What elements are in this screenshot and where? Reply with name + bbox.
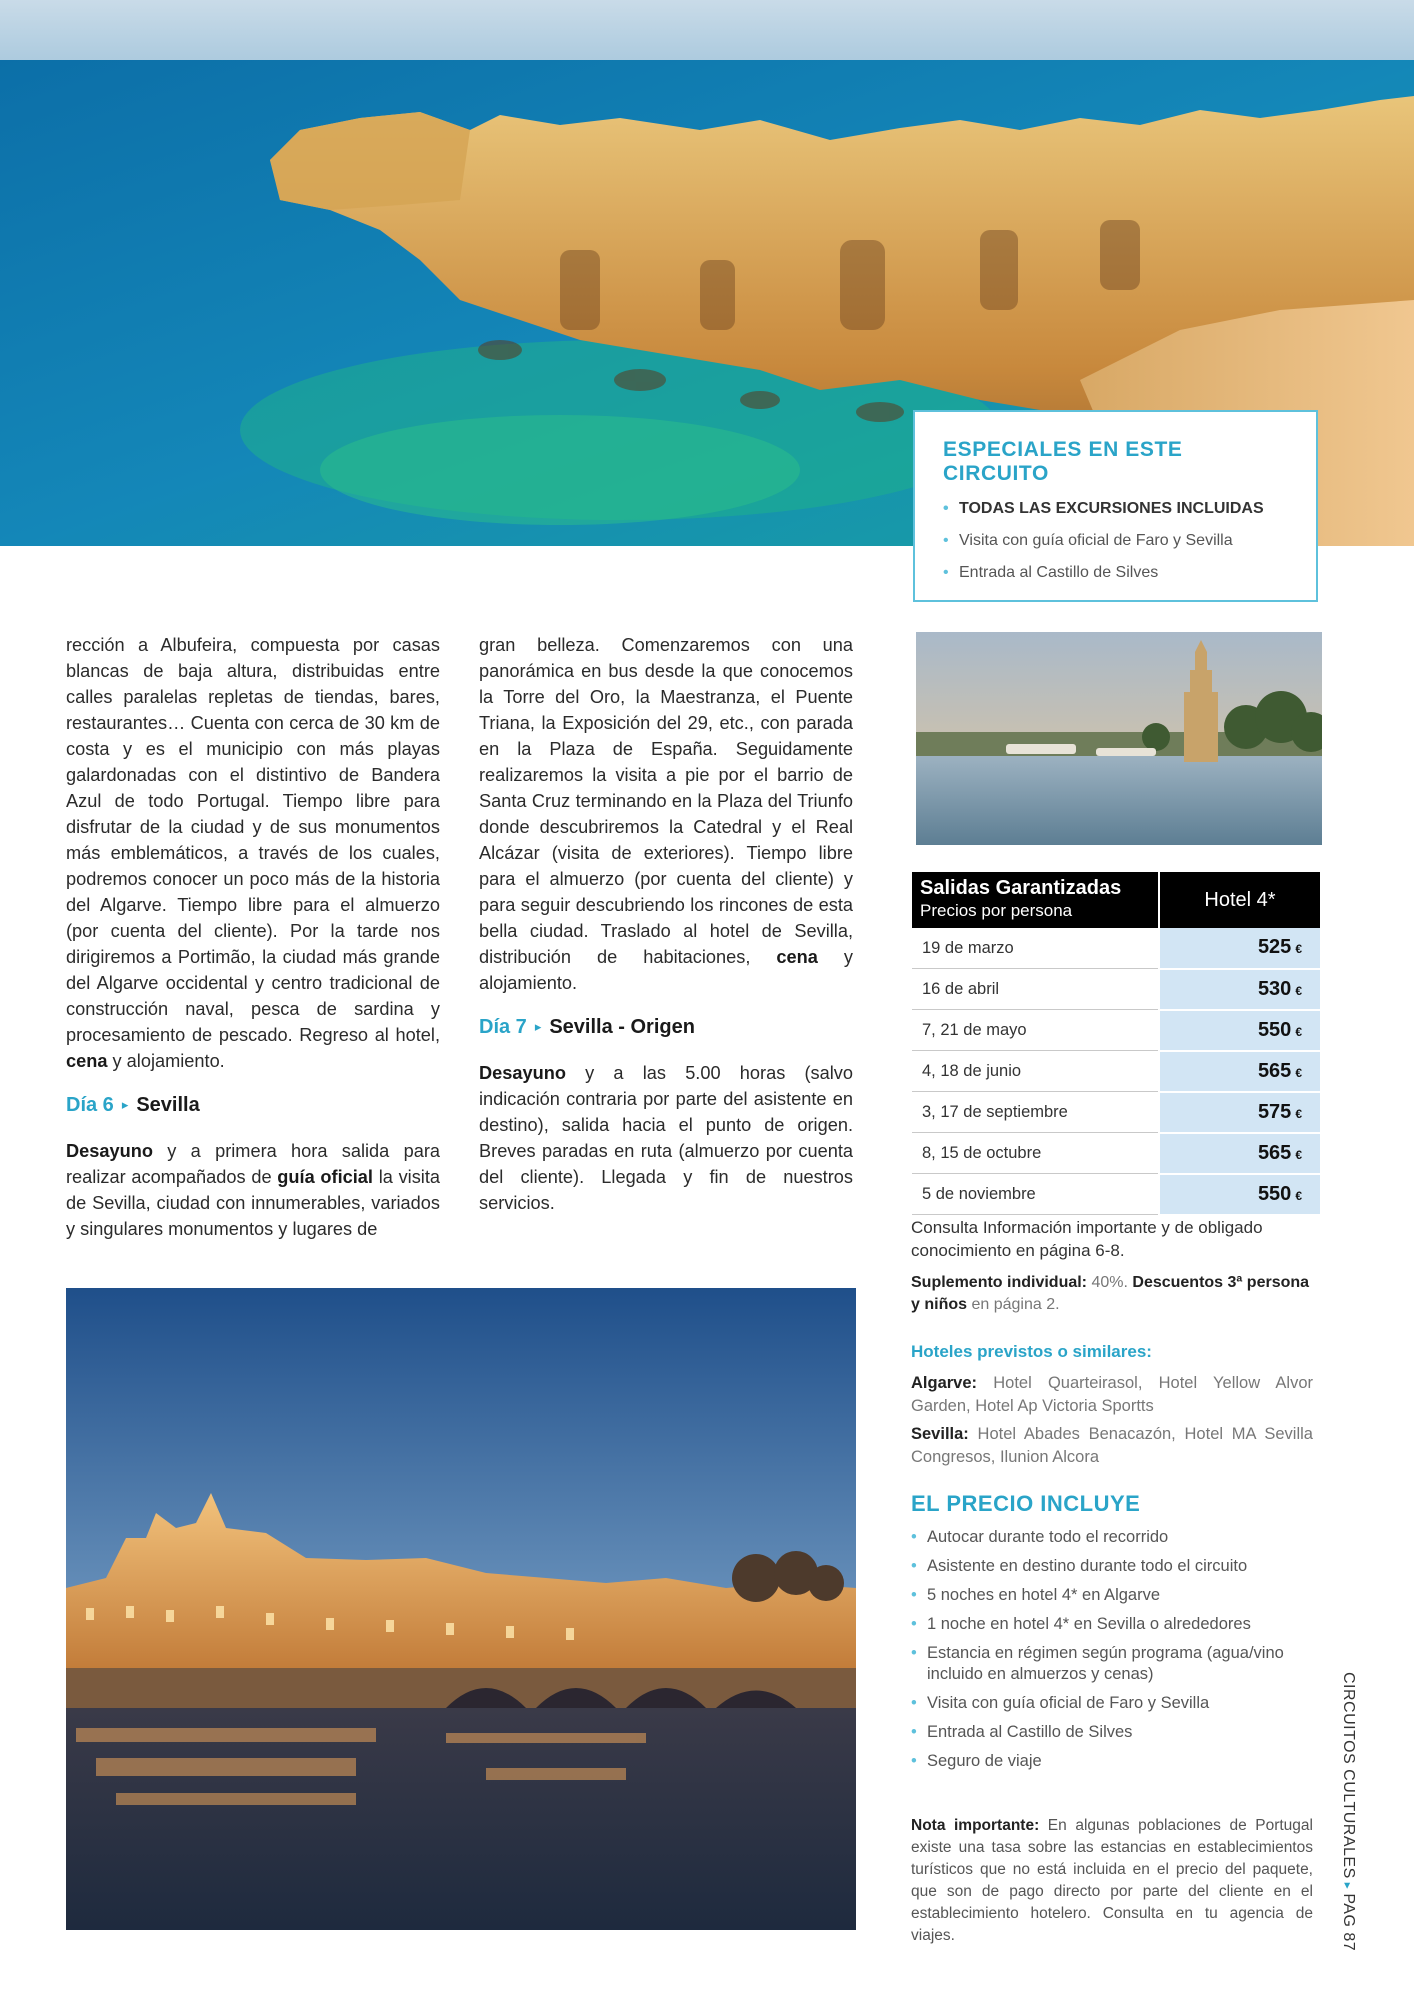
list-item: • Visita con guía oficial de Faro y Sevilla	[911, 1693, 1321, 1714]
list-item: • Asistente en destino durante todo el circuito	[911, 1556, 1321, 1577]
specials-item: • Entrada al Castillo de Silves	[943, 564, 1290, 582]
itinerary-paragraph: gran belleza. Comenzaremos con una panorámica en bus desde la que conocemos la Torre del Oro, la Maestranza, el Puente Triana, la Exposición del 29, etc., con parada en la Plaza de España. Seguidamente realizaremos la visita a pie por el barrio de Santa Cruz terminando en la Plaza del Triunfo donde descubriremos la Catedral y el Real Alcázar (visita de exteriores). Tiempo libre para el almuerzo (por cuenta del cliente) y para seguir descubriendo los rincones de esta bella ciudad. Traslado al hotel de Sevilla, distribución de habitaciones, cena y alojamiento.	[479, 635, 853, 993]
price-table-header	[912, 872, 1320, 928]
faro-night-photo	[66, 1288, 856, 1930]
seville-torre-del-oro-photo	[916, 632, 1322, 845]
price-table	[912, 872, 1320, 1216]
hotels-algarve: Algarve: Hotel Quarteirasol, Hotel Yellow Alvor Garden, Hotel Ap Victoria Sportts	[911, 1374, 1313, 1415]
chevron-right-icon: ▸	[121, 1097, 129, 1112]
table-row: 3, 17 de septiembre 575 €	[912, 1092, 1320, 1133]
hotels-title: Hoteles previstos o similares:	[911, 1342, 1152, 1361]
table-row: 4, 18 de junio 565 €	[912, 1051, 1320, 1092]
list-item: • 1 noche en hotel 4* en Sevilla o alrededores	[911, 1614, 1321, 1635]
list-item: • Estancia en régimen según programa (agua/vino incluido en almuerzos y cenas)	[911, 1643, 1321, 1685]
specials-title: ESPECIALES EN ESTE CIRCUITO	[943, 438, 1183, 485]
table-row: 16 de abril 530 €	[912, 969, 1320, 1010]
table-row: 8, 15 de octubre 565 €	[912, 1133, 1320, 1174]
chevron-right-icon: ▸	[534, 1019, 542, 1034]
table-row: 5 de noviembre 550 €	[912, 1174, 1320, 1215]
hotels-sevilla: Sevilla: Hotel Abades Benacazón, Hotel MA Sevilla Congresos, Ilunion Alcora	[911, 1425, 1313, 1466]
list-item: • 5 noches en hotel 4* en Algarve	[911, 1585, 1321, 1606]
itinerary-column-1	[66, 632, 440, 1242]
day-6-text: Desayuno y a primera hora salida para realizar acompañados de guía oficial la visita de Sevilla, ciudad con innumerables, variados y singulares monumentos y lugares de	[66, 1141, 441, 1239]
specials-item: • TODAS LAS EXCURSIONES INCLUIDAS	[943, 500, 1290, 518]
day-7-heading: Día 7 ▸ Sevilla - Origen	[479, 1016, 695, 1038]
section-name: CIRCUITOS CULTURALES	[1340, 1672, 1357, 1879]
price-includes-list	[911, 1527, 1321, 1780]
specials-item: • Visita con guía oficial de Faro y Sevilla	[943, 532, 1290, 550]
page-number: PAG 87	[1340, 1893, 1357, 1952]
table-row: 19 de marzo 525 €	[912, 928, 1320, 969]
important-note: Nota importante: En algunas poblaciones de Portugal existe una tasa sobre las estancias en establecimientos turísticos que no está incluida en el precio del paquete, que son de pago directo por parte del cliente en el establecimiento hotelero. Consulta en tu agencia de viajes.	[911, 1817, 1313, 1944]
price-column-header: Hotel 4*	[1159, 872, 1320, 928]
price-table-title-cell: Salidas Garantizadas Precios por persona	[912, 872, 1159, 928]
list-item: • Seguro de viaje	[911, 1751, 1321, 1772]
list-item: • Autocar durante todo el recorrido	[911, 1527, 1321, 1548]
specials-box	[913, 410, 1318, 602]
specials-list	[943, 500, 1290, 582]
side-section-label	[1329, 1672, 1374, 1952]
itinerary-column-2	[479, 632, 853, 1216]
consulta-note: Consulta Información importante y de obligado conocimiento en página 6-8.	[911, 1218, 1263, 1260]
table-row: 7, 21 de mayo 550 €	[912, 1010, 1320, 1051]
day-6-heading: Día 6 ▸ Sevilla	[66, 1094, 200, 1116]
suplemento-note: Suplemento individual: 40%. Descuentos 3ª persona y niños en página 2.	[911, 1274, 1310, 1313]
list-item: • Entrada al Castillo de Silves	[911, 1722, 1321, 1743]
day-7-text: Desayuno y a las 5.00 horas (salvo indicación contraria por parte del asistente en destino), salida hacia el punto de origen. Breves paradas en ruta (almuerzo por cuenta del cliente). Llegada y fin de nuestros servicios.	[479, 1063, 853, 1213]
chevron-right-icon: ▸	[1341, 1882, 1355, 1890]
itinerary-paragraph: rección a Albufeira, compuesta por casas blancas de baja altura, distribuidas entre calles paralelas repletas de tiendas, bares, restaurantes… Cuenta con cerca de 30 km de costa y es el municipio con más playas galardonadas con el distintivo de Bandera Azul de todo Portugal. Tiempo libre para disfrutar de la ciudad y de sus monumentos más emblemáticos, a través de los cuales, podremos conocer un poco más de la historia del Algarve. Tiempo libre para el almuerzo (por cuenta del cliente). Por la tarde nos dirigiremos a Portimão, la ciudad más grande del Algarve occidental y centro tradicional de construcción naval, pesca de sardina y procesamiento de pescado. Regreso al hotel, cena y alojamiento.	[66, 635, 440, 1071]
price-includes-title: EL PRECIO INCLUYE	[911, 1491, 1141, 1516]
